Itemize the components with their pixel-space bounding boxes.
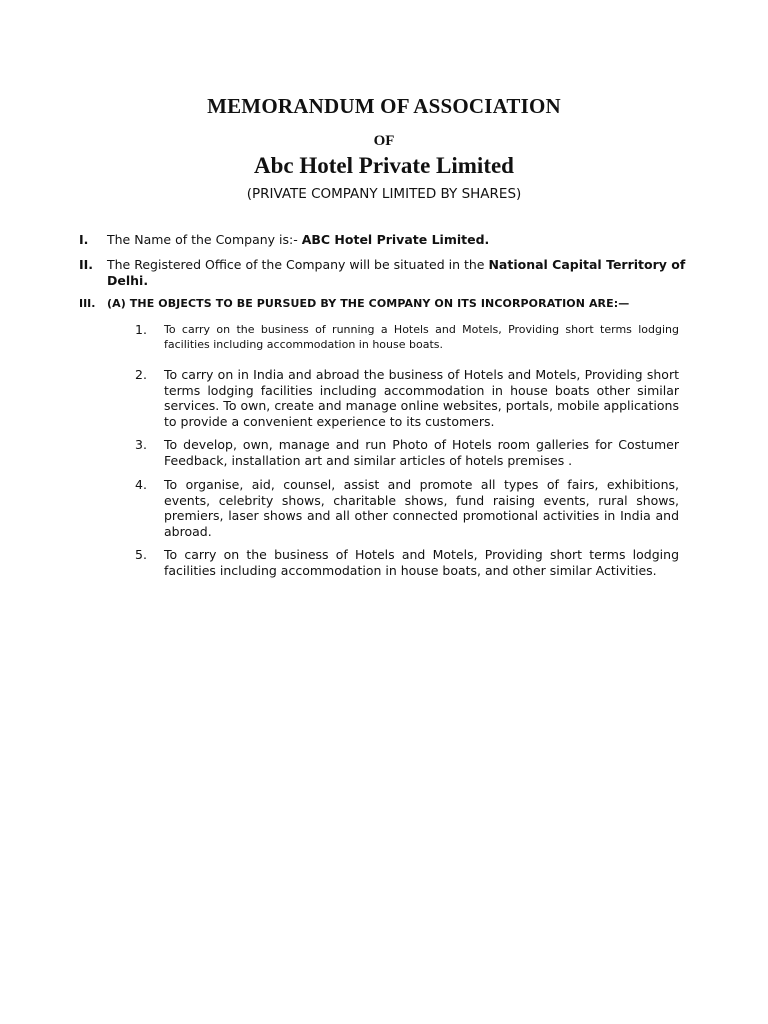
object-text: To carry on the business of Hotels and Motels, Providing short terms lodging facilities including accommodation in house boats, and other similar Activities.: [164, 547, 679, 578]
object-text: To carry on in India and abroad the business of Hotels and Motels, Providing short terms lodging facilities including accommodation in house boats other similar services. To own, create and manage online websites, portals, mobile applications to provide a convenient experience to its customers.: [164, 367, 679, 429]
clause-text: The Name of the Company is:-: [107, 232, 302, 247]
company-name: Abc Hotel Private Limited: [254, 153, 514, 178]
clause-text: (A) THE OBJECTS TO BE PURSUED BY THE COMPANY ON ITS INCORPORATION ARE:—: [107, 297, 630, 310]
object-number: 4.: [135, 477, 147, 492]
object-number: 3.: [135, 437, 147, 452]
object-number: 1.: [135, 322, 147, 337]
document-title: MEMORANDUM OF ASSOCIATION: [207, 94, 561, 118]
clause-bold-text: ABC Hotel Private Limited.: [301, 232, 490, 247]
object-number: 2.: [135, 367, 147, 382]
clause-registered-office: [79, 257, 699, 289]
clause-bold-text: National Capital Territory of Delhi.: [107, 257, 686, 288]
object-item: [135, 322, 679, 352]
clause-name: [79, 232, 699, 248]
object-text: To develop, own, manage and run Photo of Hotels room galleries for Costumer Feedback, installation art and similar articles of hotels premises .: [164, 437, 679, 468]
clause-text: The Registered Office of the Company will be situated in the: [107, 257, 489, 272]
clause-number: III.: [79, 297, 96, 310]
object-item: [135, 477, 679, 539]
object-item: [135, 367, 679, 429]
document-subtitle: (PRIVATE COMPANY LIMITED BY SHARES): [246, 186, 522, 202]
object-text: To organise, aid, counsel, assist and promote all types of fairs, exhibitions, events, celebrity shows, charitable shows, fund raising events, rural shows, premiers, laser shows and all other connected promotional activities in India and abroad.: [164, 477, 679, 539]
clause-objects-heading: [79, 296, 699, 312]
clause-number: II.: [79, 257, 94, 272]
object-item: [135, 437, 679, 468]
object-item: [135, 547, 679, 578]
clause-number: I.: [79, 232, 89, 247]
object-number: 5.: [135, 547, 147, 562]
document-of: OF: [373, 133, 395, 149]
object-text: To carry on the business of running a Hotels and Motels, Providing short terms lodging facilities including accommodation in house boats.: [164, 323, 679, 351]
